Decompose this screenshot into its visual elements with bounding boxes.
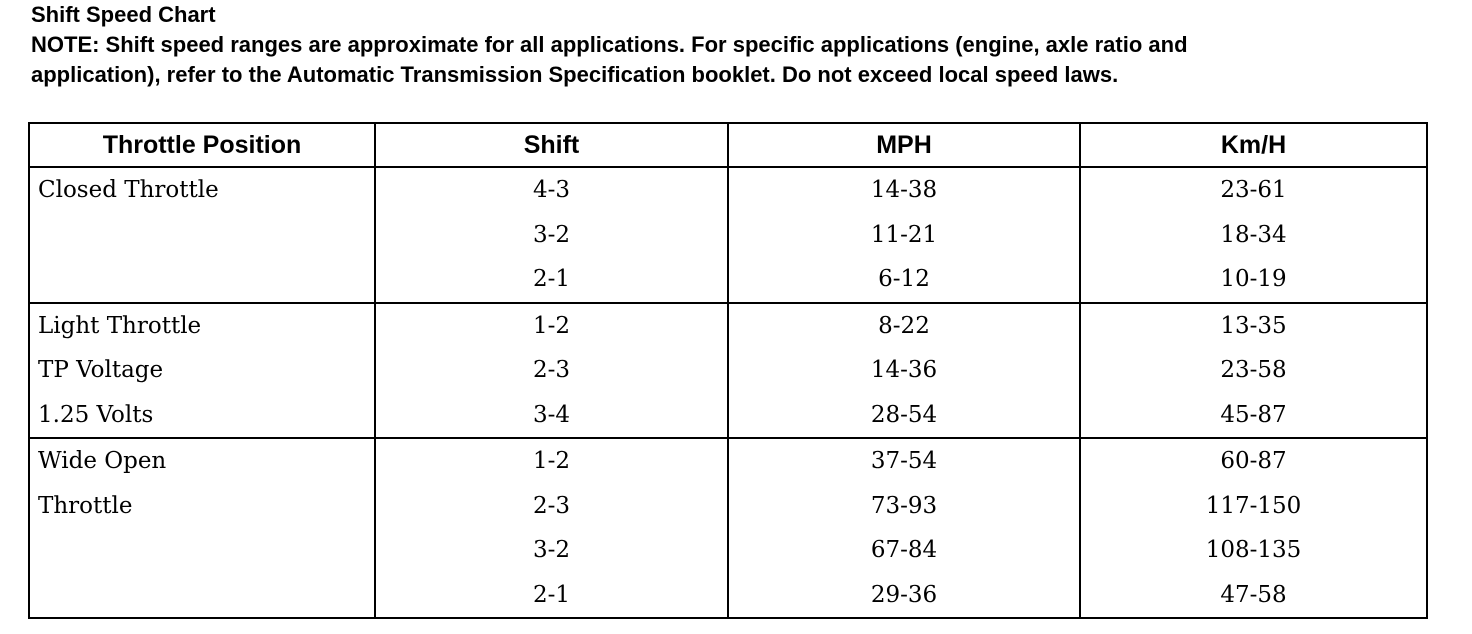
- table-row: [29, 167, 1427, 303]
- throttle-position-cell: [29, 167, 375, 303]
- kmh-value: 45-87: [1220, 401, 1287, 428]
- kmh-value: 23-58: [1220, 357, 1287, 383]
- table-header-row: [29, 123, 1427, 167]
- mph-value: 6-12: [878, 266, 930, 292]
- header-shift: Shift: [375, 123, 728, 167]
- mph-value: 14-36: [870, 357, 938, 383]
- shift-value: 2-3: [532, 357, 571, 383]
- shift-cell: [375, 303, 728, 439]
- mph-value: 37-54: [870, 448, 938, 474]
- mph-value: 11-21: [870, 221, 938, 248]
- mph-cell: [728, 438, 1080, 618]
- shift-value: 4-3: [532, 177, 571, 203]
- shift-cell: [375, 167, 728, 303]
- header-throttle-position: Throttle Position: [29, 123, 375, 167]
- mph-value: 8-22: [878, 312, 930, 339]
- table-row: [29, 438, 1427, 618]
- kmh-value: 18-34: [1220, 221, 1287, 248]
- shift-value: 2-3: [532, 492, 571, 519]
- header-kmh: Km/H: [1080, 123, 1427, 167]
- throttle-position-line: Throttle: [38, 492, 133, 519]
- kmh-cell: [1080, 438, 1427, 618]
- header-mph: MPH: [728, 123, 1080, 167]
- kmh-value: 47-58: [1220, 581, 1287, 608]
- chart-note: NOTE: Shift speed ranges are approximate for all applications. For specific applications (engine, axle ratio and application), refer to the Automatic Transmission Specification booklet. Do not exceed local speed laws.: [31, 32, 1188, 87]
- mph-value: 14-38: [870, 177, 938, 203]
- kmh-value: 60-87: [1220, 448, 1287, 474]
- shift-value: 3-2: [532, 537, 571, 563]
- kmh-value: 10-19: [1220, 266, 1287, 292]
- kmh-cell: [1080, 167, 1427, 303]
- throttle-position-line: TP Voltage: [38, 357, 164, 383]
- kmh-value: 23-61: [1220, 177, 1287, 203]
- shift-value: 1-2: [532, 448, 571, 474]
- mph-value: 29-36: [870, 581, 938, 608]
- shift-value: 1-2: [532, 312, 571, 339]
- chart-title: Shift Speed Chart: [31, 2, 216, 27]
- mph-cell: [728, 303, 1080, 439]
- shift-value: 3-2: [532, 221, 571, 248]
- kmh-value: 108-135: [1205, 537, 1302, 563]
- shift-value: 2-1: [532, 266, 571, 292]
- mph-value: 73-93: [870, 492, 938, 519]
- mph-cell: [728, 167, 1080, 303]
- mph-value: 67-84: [870, 537, 938, 563]
- shift-speed-table: [28, 122, 1428, 619]
- kmh-value: 13-35: [1220, 312, 1287, 339]
- throttle-position-line: Wide Open: [38, 448, 167, 474]
- shift-value: 2-1: [532, 581, 571, 608]
- kmh-cell: [1080, 303, 1427, 439]
- shift-value: 3-4: [532, 401, 571, 428]
- table-row: [29, 303, 1427, 439]
- kmh-value: 117-150: [1205, 492, 1302, 519]
- throttle-position-cell: [29, 438, 375, 618]
- shift-cell: [375, 438, 728, 618]
- throttle-position-cell: [29, 303, 375, 439]
- mph-value: 28-54: [870, 401, 938, 428]
- throttle-position-line: 1.25 Volts: [38, 401, 154, 428]
- throttle-position-line: Closed Throttle: [38, 177, 219, 203]
- throttle-position-line: Light Throttle: [38, 312, 202, 339]
